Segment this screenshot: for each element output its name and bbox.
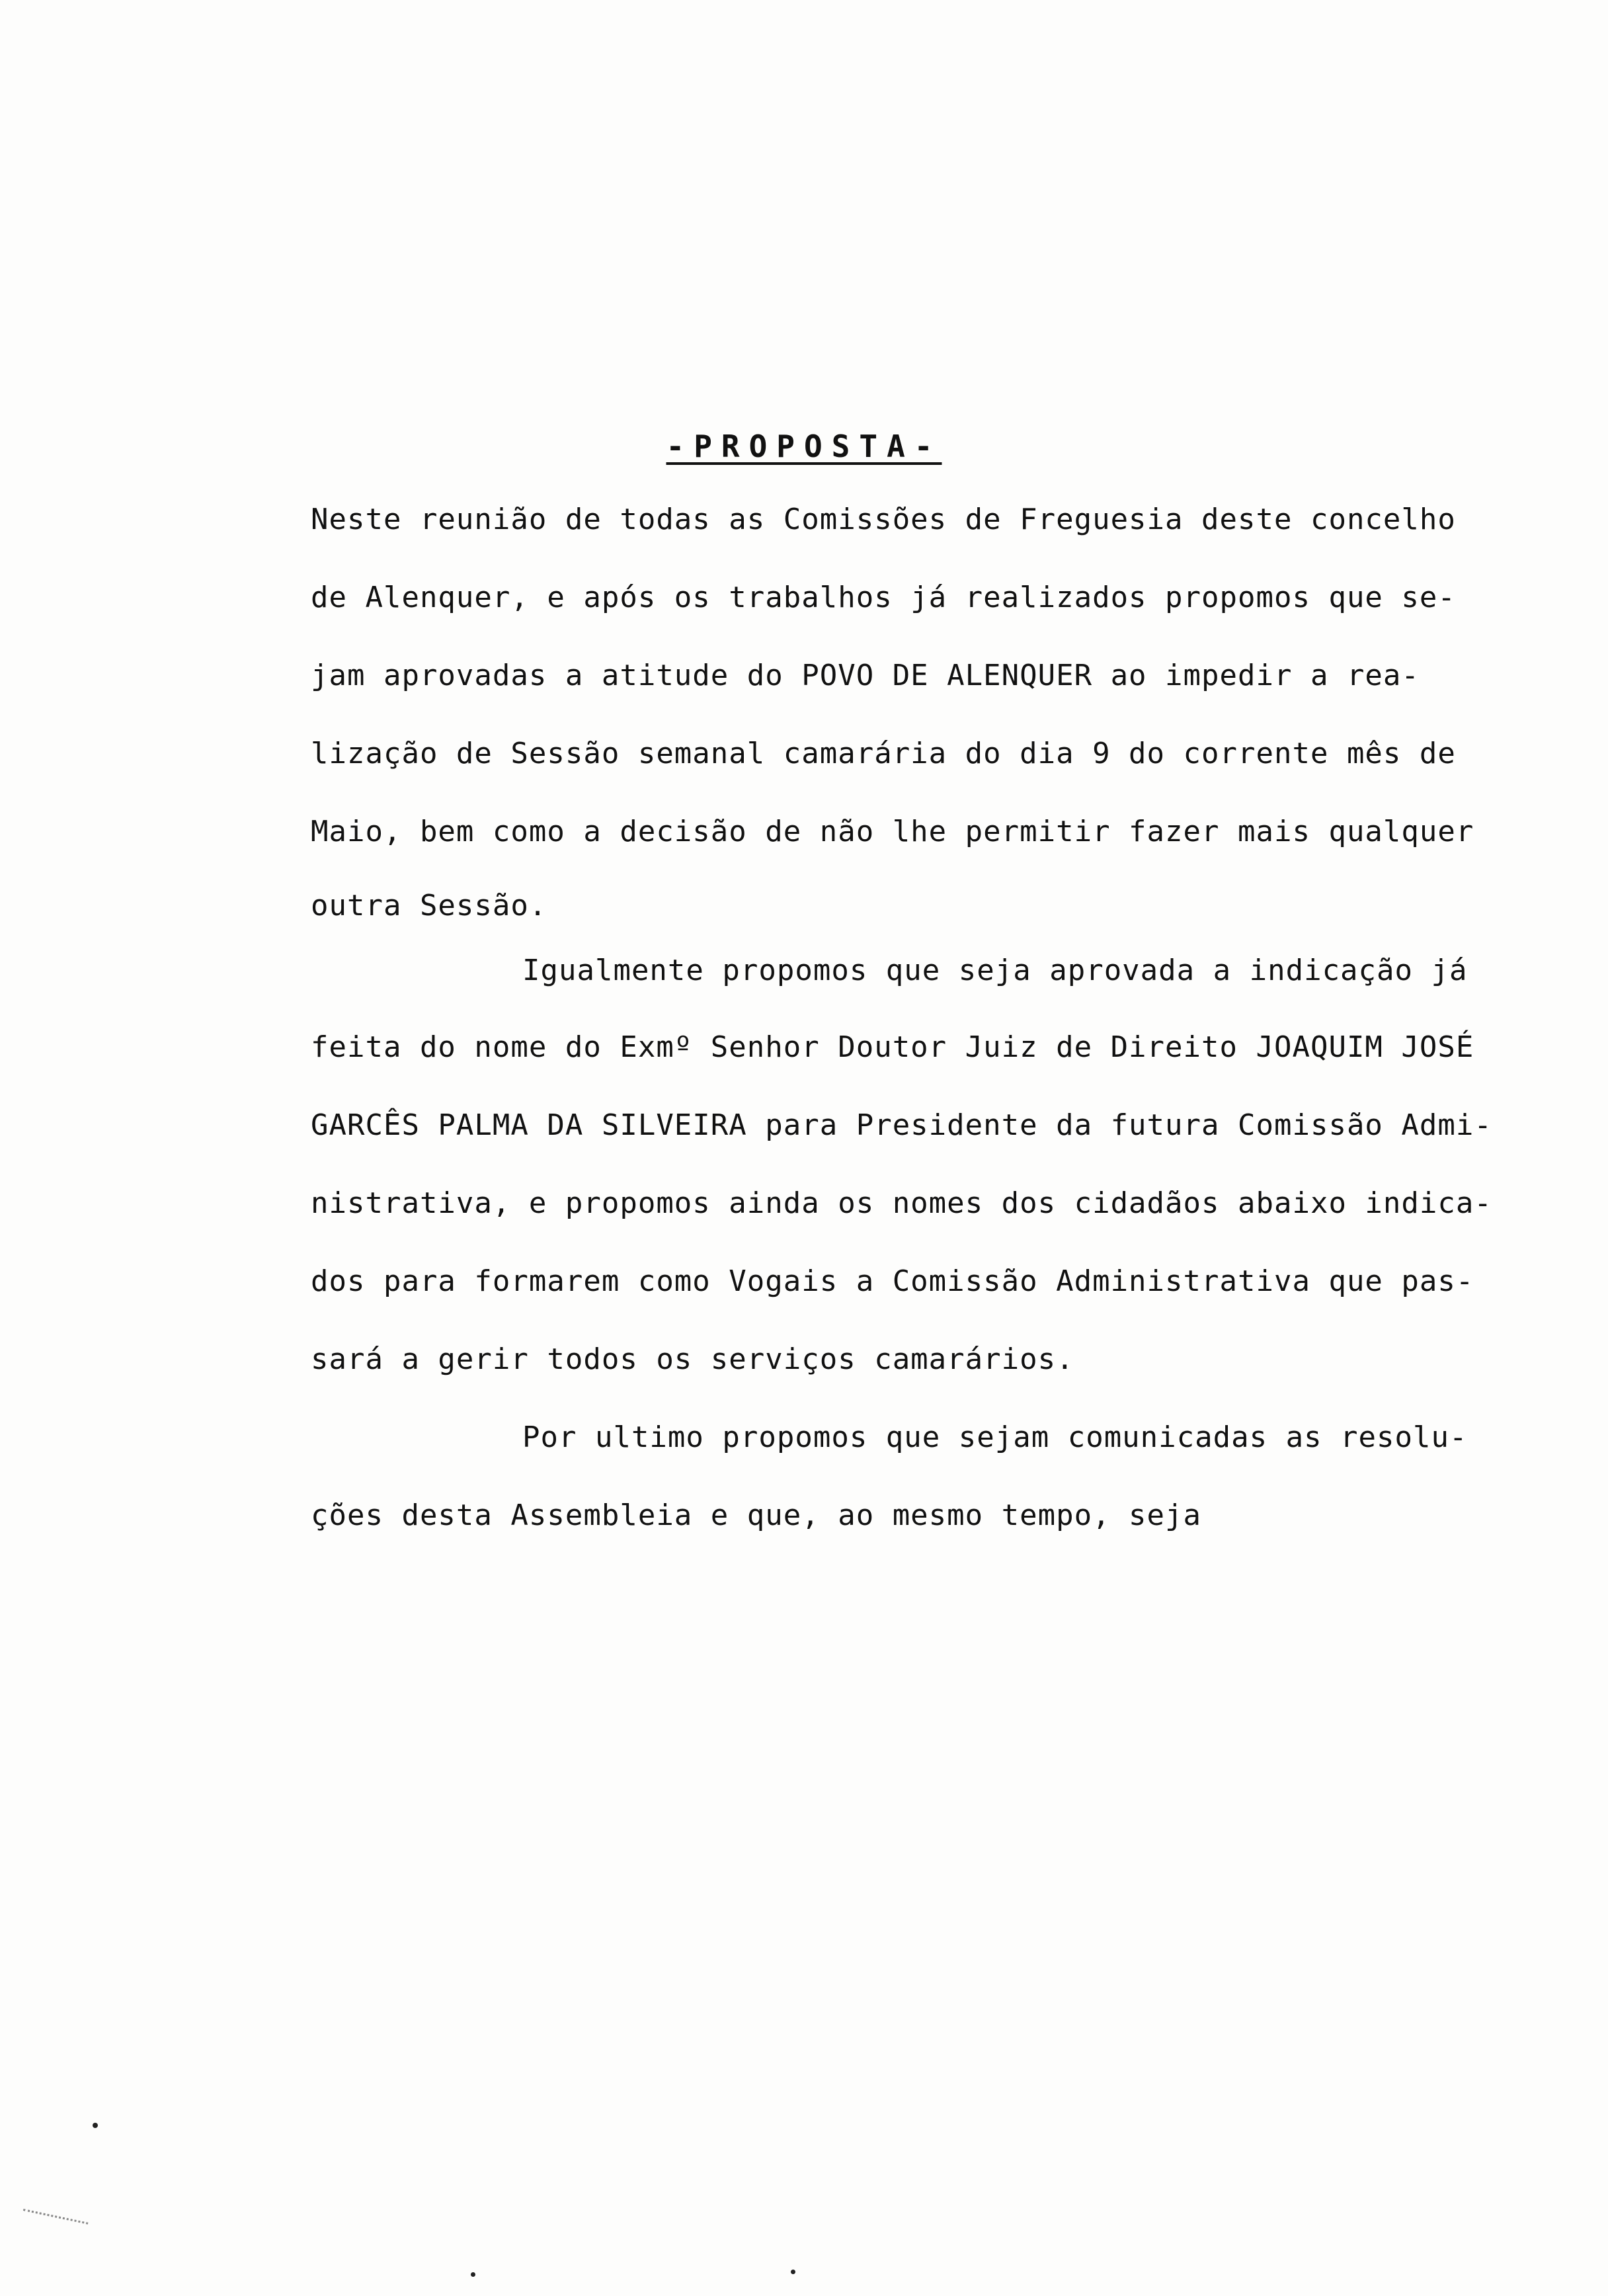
ink-speck [471,2272,475,2277]
text-line: Igualmente propomos que seja aprovada a indicação já [522,954,1468,987]
text-line: feita do nome do Exmº Senhor Doutor Juiz de Direito JOAQUIM JOSÉ [311,1030,1474,1064]
document-title: -PROPOSTA- [666,429,942,464]
text-line: jam aprovadas a atitude do POVO DE ALENQUER ao impedir a rea- [311,659,1420,692]
text-line: Por ultimo propomos que sejam comunicadas as resolu- [522,1420,1468,1454]
text-line: nistrativa, e propomos ainda os nomes dos cidadãos abaixo indica- [311,1186,1492,1220]
text-line: Maio, bem como a decisão de não lhe permitir fazer mais qualquer [311,815,1474,848]
text-line: ções desta Assembleia e que, ao mesmo tempo, seja [311,1498,1202,1532]
text-line: outra Sessão. [311,889,547,922]
text-line: sará a gerir todos os serviços camarários. [311,1342,1074,1376]
text-line: dos para formarem como Vogais a Comissão Administrativa que pas- [311,1264,1474,1298]
text-line: lização de Sessão semanal camarária do dia 9 do corrente mês de [311,737,1456,770]
text-line: GARCÊS PALMA DA SILVEIRA para Presidente da futura Comissão Admi- [311,1108,1492,1142]
ink-speck [791,2270,795,2274]
page-smudge [18,2209,89,2250]
ink-speck [93,2123,98,2128]
text-line: Neste reunião de todas as Comissões de Freguesia deste concelho [311,503,1456,536]
text-line: de Alenquer, e após os trabalhos já realizados propomos que se- [311,581,1456,614]
